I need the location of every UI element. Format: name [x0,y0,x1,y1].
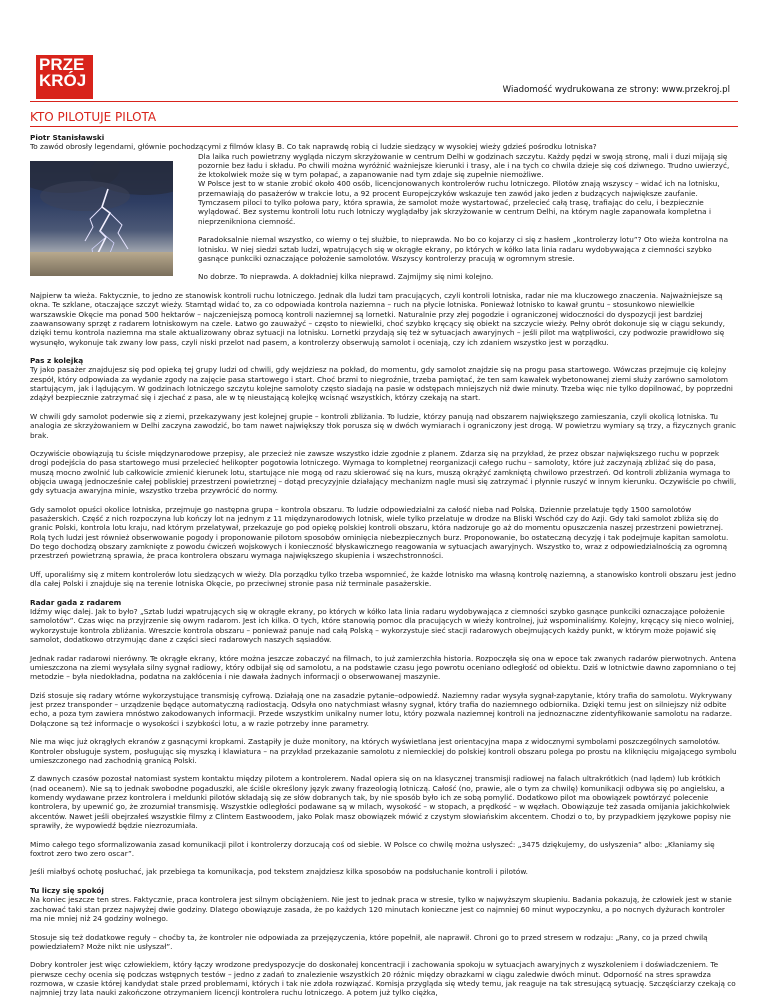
article-paragraph: Stosuje się też dodatkowe reguły – choćby ta, że kontroler nie odpowiada za przejęzyczenia, które popełnił, ale naprawił. Chroni go to przed stresem w rodzaju: „Rany, co ja przed chwilą powiedziałem? Może nikt nie usłyszał”. [30,932,708,951]
section-heading: Tu liczy się spokój [30,886,104,896]
article-paragraph: W chwili gdy samolot poderwie się z ziemi, przekazywany jest kolejnej grupie – kontroli zbliżania. To ludzie, którzy panują nad obszarem największego zamieszania, czyli okolicą lotniska. Tu analogia ze skrzyżowaniem w Delhi zaczyna zawodzić, bo tam nawet największy tłok porusza się w dwóch wymiarach i ograniczony jest drogą. W powietrzu wymiary są trzy, a fizycznych granic brak. [30,411,737,440]
article-paragraph: Mimo całego tego sformalizowania zasad komunikacji pilot i kontrolerzy dorzucają coś od siebie. W Polsce co chwilę można usłyszeć: „3475 dziękujemy, do usłyszenia” albo: „Kłaniamy się foxtrot zero two zero oscar”. [30,839,715,858]
article-paragraph: Ty jako pasażer znajdujesz się pod opieką tej grupy ludzi od chwili, gdy wejdziesz na pokład, do momentu, gdy samolot znajdzie się na progu pasa startowego. Wówczas przejmuje cię kolejny zespół, który odpowiada za wydanie zgody na zajęcie pasa startowego i start. Choć brzmi to niegroźnie, trzeba pamiętać, że ten sam kawałek wybetonowanej ziemi służy zarówno samolotom startującym, jak i lądującym. W godzinach lotniczego szczytu kolejne samoloty często siadają na pasie w odstępach mniejszych niż dwie minuty. Trzeba więc nie tylko dopilnować, by poprzedni zdążył bezpiecznie zatrzymać się i zjechać z pasa, ale w tę nieustającą kolejkę wcisnąć wszystkich, którzy czekają na start. [30,365,733,403]
section-heading: Radar gada z radarem [30,597,122,607]
article-paragraph: Uff, uporaliśmy się z mitem kontrolerów lotu siedzących w wieży. Dla porządku tylko trzeba wspomnieć, że każde lotnisko ma własną kontrolę naziemną, a stanowisko kontroli obszaru jest jedno dla całej Polski i znajduje się na terenie lotniska Okęcie, po przeciwnej stronie pasa niż terminale pasażerskie. [30,569,736,589]
article-paragraph: Nie ma więc już okrągłych ekranów z gasnącymi kropkami. Zastąpiły je duże monitory, na których wyświetlana jest orientacyjna mapa z widocznymi symbolami poszczególnych samolotów. Kontroler obsługuje system, posługując się myszką i klawiatura – na przykład przekazanie samolotu z niemieckiej do polskiej kontroli obszaru polega po prostu na kliknięciu migającego symbolu umieszczonego nad zachodnią granicą Polski. [30,737,737,765]
article-paragraph: Dziś stosuje się radary wtórne wykorzystujące transmisję cyfrową. Działają one na zasadzie pytanie–odpowiedź. Naziemny radar wysyła sygnał-zapytanie, który trafia do samolotu. Wykrywany jest przez transponder – urządzenie będące automatyczną radiostacją. Odsyła ono natychmiast własny sygnał, który trafia do naziemnego odbiornika. Dzięki temu jest on silniejszy niż odbite echo, a poza tym zawiera mnóstwo zakodowanych informacji. Przede wszystkim unikalny numer lotu, który pozwala naziemnej kontroli na jednoznaczne zidentyfikowanie samolotu na radarze. Dołączone są też informacje o wysokości i szybkości lotu, a w razie potrzeby inne parametry. [30,690,733,728]
logo-text-bottom: KRÓJ [39,71,87,90]
article-paragraph: Na koniec jeszcze ten stres. Faktycznie, praca kontrolera jest silnym obciążeniem. Nie jest to jednak praca w stresie, tylko w najwyższym skupieniu. Badania pokazują, że człowiek jest w stanie zachować taki stan przez najwyżej dwie godziny. Dlatego obowiązuje zasada, że po każdych 120 minutach konieczne jest co najmniej 60 minut wypoczynku, a po nocnych dyżurach kontroler ma nie mniej niż 24 godziny wolnego. [30,895,732,923]
article-title: KTO PILOTUJE PILOTA [30,110,157,124]
article-body [30,133,738,1007]
article-paragraph: Dla laika ruch powietrzny wygląda niczym skrzyżowanie w centrum Delhi w godzinach szczytu. Każdy pędzi w swoją stronę, mali i duzi mijają się pozornie bez ładu i składu. Po chwili można wyróżnić ważniejsze kierunki i trasy, ale i na tych co chwila dzieje się coś dziwnego. Trudno uwierzyć, że ktokolwiek może się w tym połapać, a zapanowanie nad tym zdaje się zupełnie niemożliwe. W Polsce jest to w stanie zrobić około 400 osób, licencjonowanych kontrolerów ruchu lotniczego. Pilotów znają wszyscy – widać ich na lotnisku, przemawiają do pasażerów w trakcie lotu, a 92 procent Europejczyków wskazuje ten zawód jako jeden z budzących największe zaufanie. Tymczasem piloci to tylko połowa pary, która sprawia, że samolot może wystartować, przelecieć całą trasę, trafiając do celu, i bezpiecznie wylądować. Bez systemu kontroli lotu ruch lotniczy wyglądałby jak skrzyżowanie w centrum Delhi, na którym nagle zapanowała kompletna i nieprzenikniona ciemność. [198,151,730,226]
article-author: Piotr Stanisławski [30,133,105,142]
header-divider [30,101,738,102]
article-paragraph: Najpierw ta wieża. Faktycznie, to jedno ze stanowisk kontroli ruchu lotniczego. Jednak dla ludzi tam pracujących, czyli kontroli lotniska, radar nie ma kluczowego znaczenia. Najważniejsze są okna. Te szklane, otaczające szczyt wieży. Stamtąd widać to, za co odpowiada kontrola naziemna – ruch na płycie lotniska. Ponieważ lotnisko to kawał gruntu – stosunkowo niewielkie warszawskie Okęcie ma ponad 500 hektarów – najczeniejszą pomocą kontroli naziemnej są lornetki. Naturalnie przy złej pogodzie i ograniczonej widoczności do dyspozycji jest bardziej zaawansowany sprzęt z radarem lotniskowym na czele. Łatwo go zauważyć – często to niewielki, choć szybko kręcący się obiekt na szczycie wieży. Pełny obrót dokonuje się w ciągu sekundy, dzięki temu kontrola naziemna ma stale aktualizowany obraz sytuacji na lotnisku. Lornetki przydają się też w sytuacjach awaryjnych – jeśli pilot ma wątpliwości, czy podwozie prawidłowo się wysunęło, wykonuje tak zwany low pass, czyli niski przelot nad pasem, a kontrolerzy obserwują samolot i oceniają, czy ich zdaniem wszystko jest w porządku. [30,291,725,347]
article-paragraph: Z dawnych czasów pozostał natomiast system kontaktu między pilotem a kontrolerem. Nadal opiera się on na klasycznej transmisji radiowej na falach ultrakrótkich (nad lądem) lub krótkich (nad oceanem). Nie są to jednak swobodne pogaduszki, ale ściśle określony język zwany frazeologią lotniczą. Całość (no, prawie, ale o tym za chwilę) komunikacji odbywa się po angielsku, a komendy wydawane przez kontrolera i meldunki pilotów składają się ze słów dobranych tak, by nie sposób było ich ze sobą pomylić. Dodatkowo pilot ma obowiązek powtórzyć polecenie kontrolera, by upewnić go, że zrozumiał transmisję. Wszystkie odległości podawane są w milach, wysokość – w stopach, a prędkość – w węzłach. Obowiązuje też zasada omijania jakichkolwiek akcentów. Nawet jeśli obejrzałeś wszystkie filmy z Clintem Eastwoodem, jako Polak masz obowiązek mówić z czystym słowiańskim akcentem. Chodzi o to, by przypadkiem językowe popisy nie sprawiły, że wypowiedź będzie niezrozumiała. [30,774,731,830]
article-paragraph: Idźmy więc dalej. Jak to było? „Sztab ludzi wpatrujących się w okrągłe ekrany, po których w kółko lata linia radaru wydobywająca z ciemności szybko gasnące punkciki oznaczające położenie samolotów”. Czas więc na przyjrzenie się owym radarom. Jest ich kilka. O tych, które stanowią pomoc dla pracujących w wieży kontrolnej, już wspominaliśmy. Kolejny, kręcący się nieco wolniej, wykorzystuje kontrola zbliżania. Wreszcie kontrola obszaru – ponieważ panuje nad całą Polską – wykorzystuje sieć stacji radarowych obejmujących każdy punkt, w którym może pojawić się samolot, dodatkowo otrzymując dane z części sieci radarowych naszych sąsiadów. [30,607,735,645]
article-paragraph: Gdy samolot opuści okolice lotniska, przejmuje go następna grupa – kontrola obszaru. To ludzie odpowiedzialni za całość nieba nad Polską. Dziennie przelatuje tędy 1500 samolotów pasażerskich. Część z nich rozpoczyna lub kończy lot na jednym z 11 międzynarodowych lotnisk, wiele tylko przelatuje w drodze na Bliski Wschód czy do Azji. Gdy taki samolot zbliża się do granic Polski, kontrola lotu kraju, nad którym przelatywał, przekazuje go pod opiekę polskiej kontroli obszaru, która nadzoruje go aż do momentu opuszczenia naszej przestrzeni powietrznej. Rolą tych ludzi jest również obserwowanie pogody i proponowanie pilotom sposobów ominięcia niebezpiecznych burz. Proponowanie, bo ostateczną decyzję i tak podejmuje kapitan samolotu. Do tego dochodzą obszary zamknięte z powodu ćwiczeń wojskowych i konieczność błyskawicznego reagowania w sytuacjach awaryjnych. Wszystko to, wraz z odpowiedzialnością za ogromną przestrzeń powietrzną sprawia, że praca kontrolera obszaru wymaga największego skupienia i wszechstronności. [30,504,729,561]
article-lead: To zawód obrosły legendami, głównie pochodzącymi z filmów klasy B. Co tak naprawdę robią ci ludzie siedzący w wysokiej wieży gdzieś pośrodku lotniska? [30,142,597,152]
logo-text-top: PRZE [39,55,85,74]
article-paragraph: Jednak radar radarowi nierówny. Te okrągłe ekrany, które można jeszcze zobaczyć na filmach, to już zamierzchła historia. Rozpoczęła się ona w epoce tak zwanych radarów pierwotnych. Antena umieszczona na ziemi wysyłała silny sygnał radiowy, który odbijał się od samolotu, a na podstawie czasu jego powrotu oceniano odległość od obiektu. Dziś w lotnictwie dawno zapomniano o tej metodzie – była niedokładna, podatna na zakłócenia i nie dawała żadnych informacji o obserwowanej maszynie. [30,653,737,682]
lightning-storm-image [30,161,173,276]
source-line: Wiadomość wydrukowana ze strony: www.przekroj.pl [502,85,730,95]
article-paragraph: No dobrze. To nieprawda. A dokładniej kilka nieprawd. Zajmijmy się nimi kolejno. [198,272,494,282]
title-divider [30,126,738,127]
article-paragraph: Dobry kontroler jest więc człowiekiem, który łączy wrodzone predyspozycje do doskonałej koncentracji i zachowania spokoju w sytuacjach awaryjnych z wyszkoleniem i doświadczeniem. Te pierwsze cechy ocenia się podczas wstępnych testów – jedno z zadań to znalezienie wszystkich 20 różnic między obrazkami w ciągu zaledwie dwóch minut. Odporność na stres sprawdza rozmowa, w czasie której kandydat stale przed problemami, których i tak nie zdoła rozwiązać. Komisja przygląda się wtedy temu, jak reaguje na tak stresującą sytuację. Szczęściarzy czekają co najmniej trzy lata nauki zakończone otrzymaniem licencji kontrolera ruchu lotniczego. A potem już tylko ciężka, [30,960,736,998]
article-paragraph: Oczywiście obowiązują tu ścisłe międzynarodowe przepisy, ale przecież nie zawsze wszystko idzie zgodnie z planem. Zdarza się na przykład, że przez obszar największego ruchu w poprzek drogi podejścia do pasa startowego musi przelecieć helikopter pogotowia lotniczego. Wymaga to kompletnej reorganizacji całego ruchu – samoloty, które już zaczynają zbliżać się do pasa, muszą mocno zwolnić lub całkowicie zmienić kierunek lotu, startujące nie mogą od razu skierować się na kurs, muszą okrążyć zamkniętą chwilowo przestrzeń. Od kontroli zbliżania wymaga to objęcia uwagą jednocześnie całej pobliskiej przestrzeni powietrznej – dotąd precyzyjnie działający mechanizm nagle musi się zatrzymać i płynnie ruszyć w innym kierunku. Oczywiście po chwili, gdy sytuacja awaryjna minie, wszystko trzeba przywrócić do normy. [30,449,737,496]
section-heading: Pas z kolejką [30,356,84,366]
article-paragraph: Jeśli miałbyś ochotę posłuchać, jak przebiega ta komunikacja, pod tekstem znajdziesz kilka sposobów na podsłuchanie kontroli i pilotów. [30,867,528,877]
przekroj-logo[interactable] [36,55,93,99]
article-paragraph: Paradoksalnie niemal wszystko, co wiemy o tej służbie, to nieprawda. No bo co kojarzy ci się z hasłem „kontrolerzy lotu”? Oto wieża kontrolna na lotnisku. W niej siedzi sztab ludzi, wpatrujących się w okrągłe ekrany, po których w kółko lata linia radaru wydobywająca z ciemności szybko gasnące punkciki oznaczające położenie samolotów. Wszyscy kontrolerzy pracują w ogromnym stresie. [198,235,729,263]
